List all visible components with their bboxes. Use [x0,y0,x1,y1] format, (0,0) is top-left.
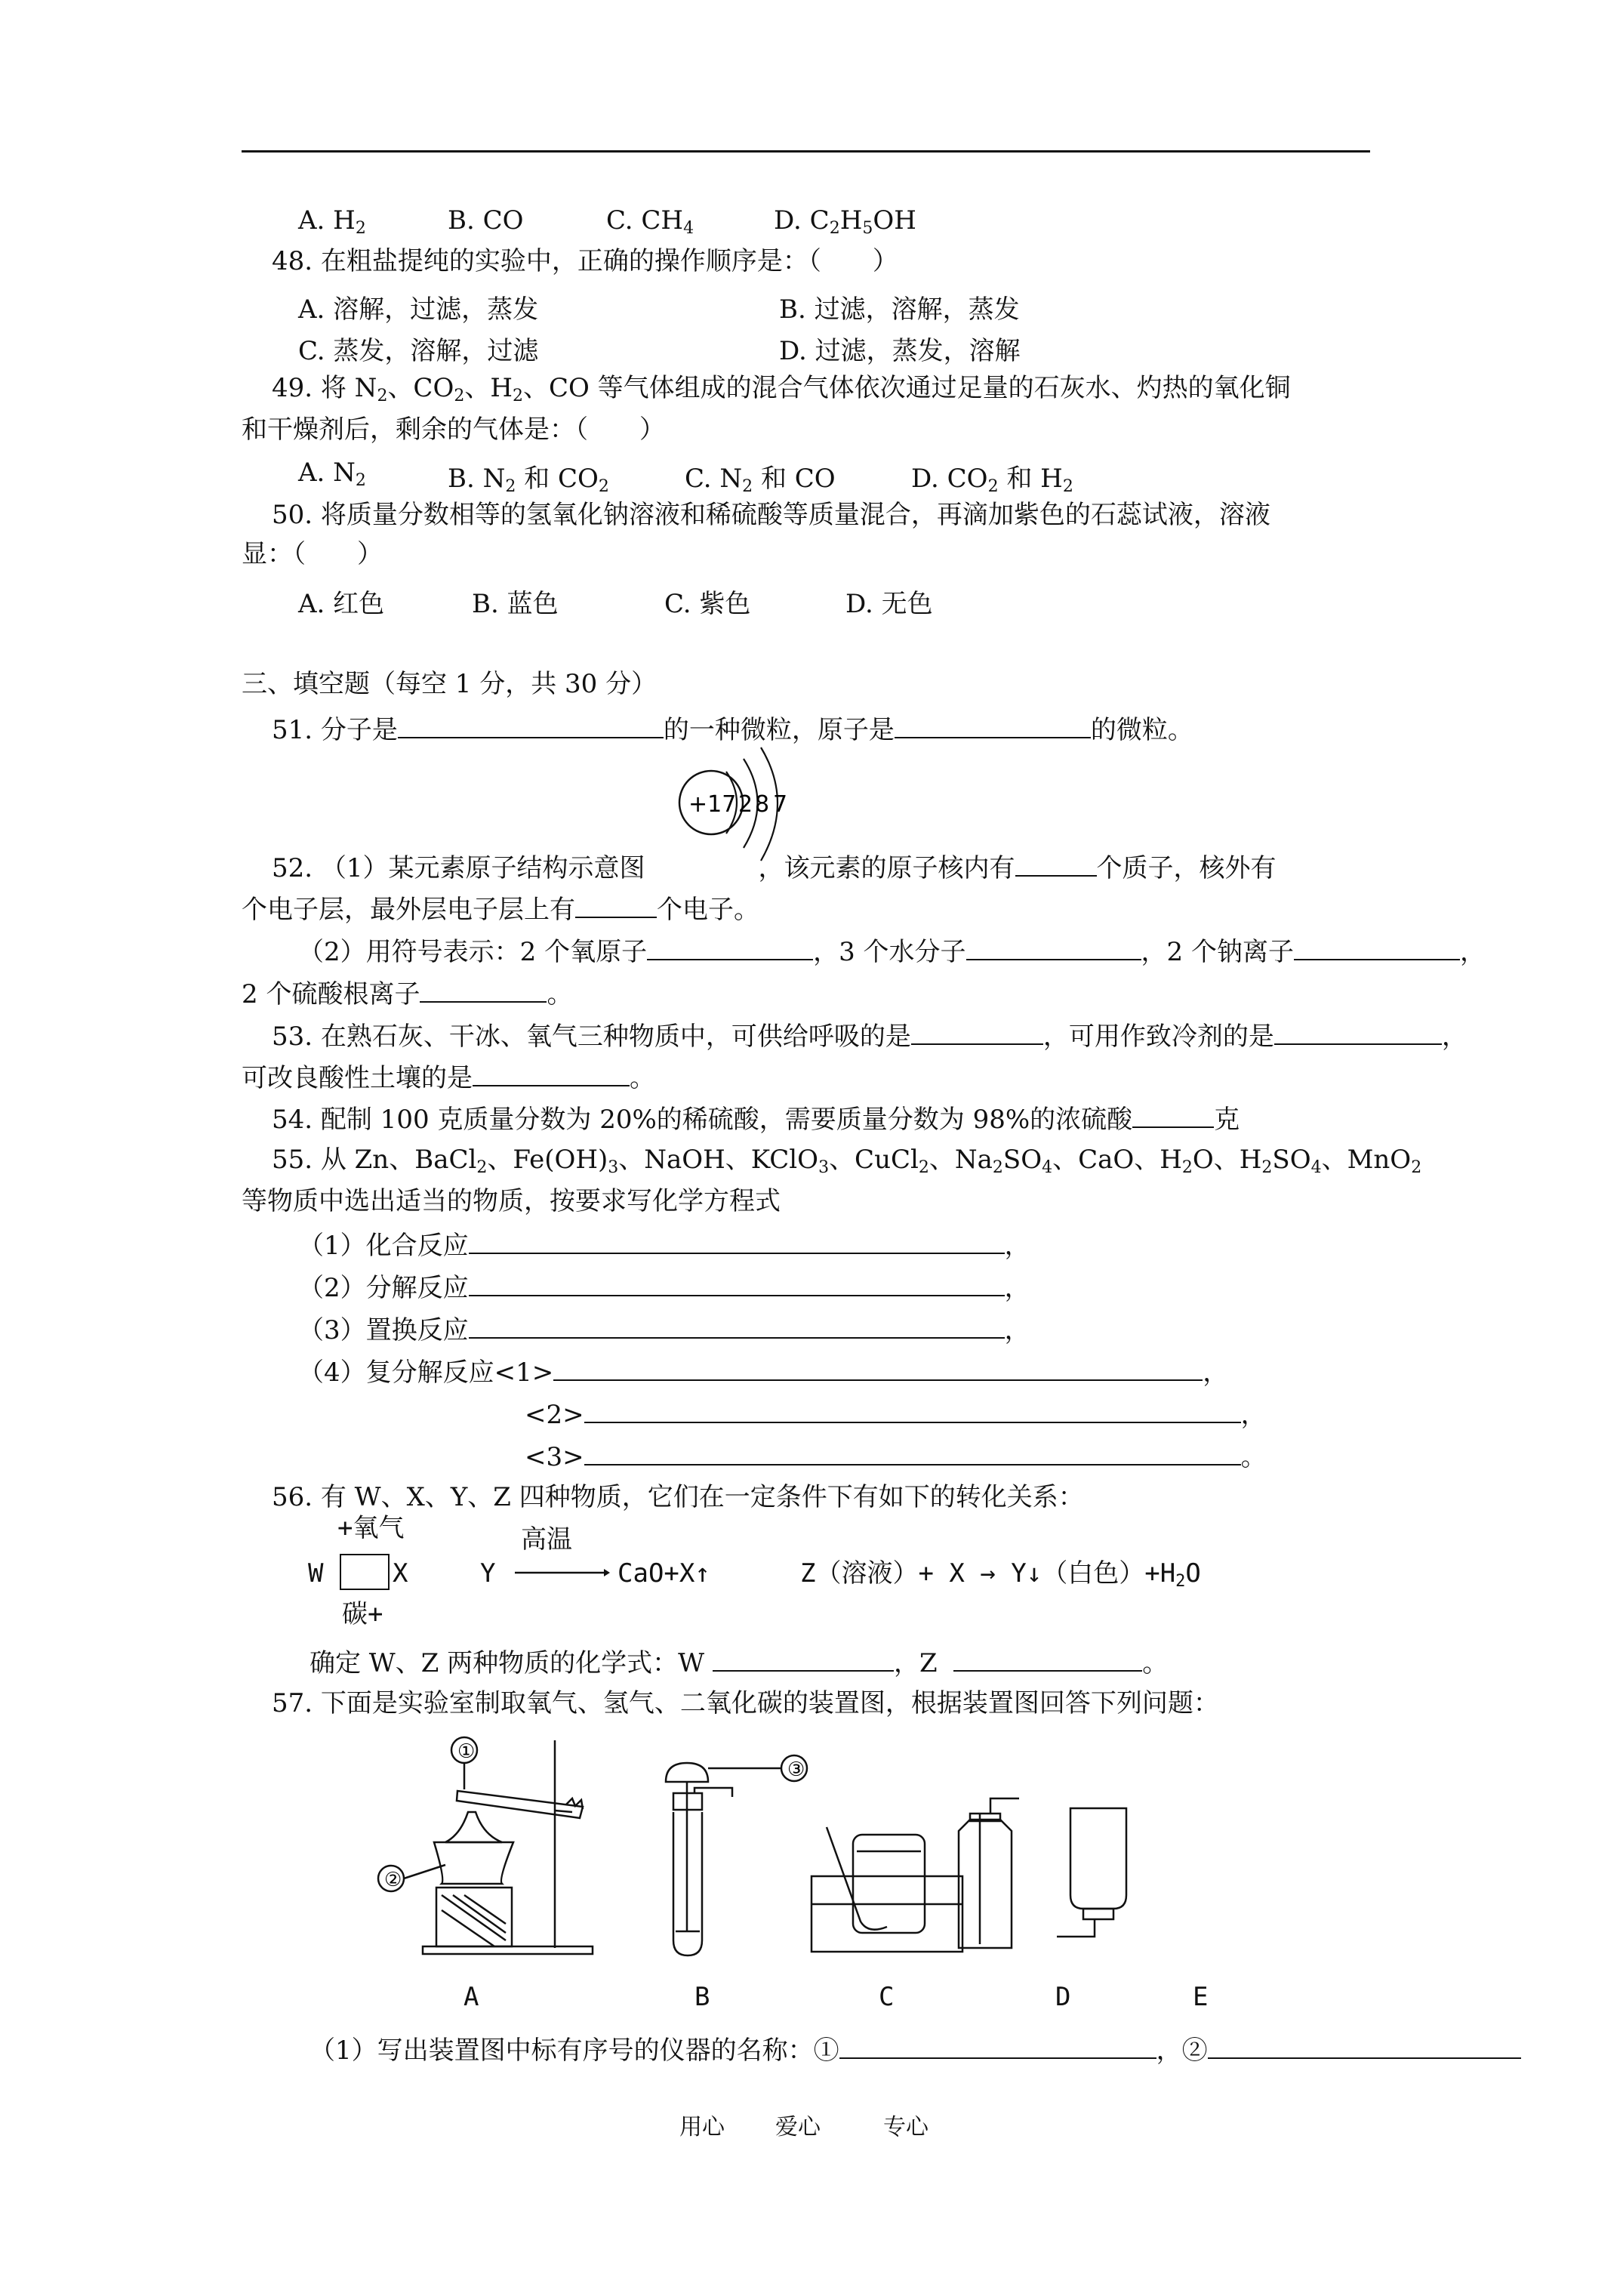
q56-blank-w[interactable] [713,1646,894,1672]
q48-option-b: B. 过滤，溶解，蒸发 [779,294,1020,325]
q54-blank[interactable] [1132,1102,1214,1128]
q52-blank-protons[interactable] [1015,851,1097,877]
apparatus-diagram [370,1729,1261,1978]
q56-blank-z[interactable] [953,1646,1142,1672]
label-e: E [1193,1982,1209,2012]
q52-part1-cont: 个电子层，最外层电子层上有 个电子。 [242,892,759,925]
q48-option-a: A. 溶解，过滤，蒸发 [298,294,539,325]
q55-combination: （1）化合反应 ， [298,1228,1030,1261]
mark-3: ③ [787,1758,805,1781]
q49-stem: 49. 将 $N_2$、$CO_2$、$H_2$、CO 等气体组成的混合气体依次通过足量的石灰水、灼热的氧化铜 [272,373,1291,405]
label-b: B [694,1982,710,2012]
q55-double-decomp-2: <2> ， [525,1398,1267,1430]
q49-option-d: D. $CO_2$ 和 $H_2$ [911,464,1073,496]
q55-decomposition: （2）分解反应 ， [298,1271,1030,1303]
q57-part1: （1）写出装置图中标有序号的仪器的名称：① ，② [310,2033,1521,2066]
q55-blank-3[interactable] [469,1313,1005,1339]
q56-stem: 56. 有 W、X、Y、Z 四种物质，它们在一定条件下有如下的转化关系： [272,1482,1084,1512]
q52-blank-oxygen-atoms[interactable] [647,935,813,960]
q53-blank-1[interactable] [911,1019,1043,1045]
q51-blank-1[interactable] [398,713,664,738]
q55-blank-4[interactable] [553,1355,1203,1381]
q56-y: Y [480,1558,496,1589]
q50-option-a: A. 红色 [298,589,385,619]
q52-part1: 52. （1）某元素原子结构示意图 ，该元素的原子核内有 个质子，核外有 [272,851,1277,883]
q56-high-temp: 高温 [521,1524,572,1555]
label-d: D [1055,1982,1071,2012]
q53-blank-2[interactable] [1274,1019,1442,1045]
q56-box [340,1554,390,1590]
apparatus-a [378,1737,593,1954]
q55-double-decomp-1: （4）复分解反应<1> ， [298,1355,1228,1388]
q50-option-c: C. 紫色 [664,589,751,619]
mark-1: ① [457,1740,476,1763]
q55-blank-1[interactable] [469,1228,1005,1254]
section-3-heading: 三、填空题（每空 1 分，共 30 分） [242,669,658,699]
q52-blank-sodium-ions[interactable] [1294,935,1460,960]
q55-stem-cont: 等物质中选出适当的物质，按要求写化学方程式 [242,1186,781,1216]
q53: 53. 在熟石灰、干冰、氧气三种物质中，可供给呼吸的是 ，可用作致冷剂的是 ， [272,1019,1467,1052]
q57-blank-2[interactable] [1208,2033,1521,2059]
q55-double-decomp-3: <3> 。 [525,1440,1267,1472]
q57-stem: 57. 下面是实验室制取氧气、氢气、二氧化碳的装置图，根据装置图回答下列问题： [272,1688,1219,1718]
q56-product-1: CaO+X↑ [617,1558,710,1589]
q52-blank-water-molecules[interactable] [966,935,1141,960]
q50-option-b: B. 蓝色 [472,589,559,619]
shell-3-electrons: 7 [773,791,788,818]
q55-blank-5[interactable] [584,1398,1241,1423]
q47-option-c: C. $CH_4$ [606,205,694,238]
q50-stem: 50. 将质量分数相等的氢氧化钠溶液和稀硫酸等质量混合，再滴加紫色的石蕊试液，溶液 [272,500,1270,530]
apparatus-e [1057,1808,1126,1937]
shell-1-electrons: 2 [738,791,753,818]
q47-option-b: B. CO [448,205,524,236]
q56-reaction-arrow [513,1567,611,1578]
q56-carbon-label: 碳+ [342,1599,383,1629]
q56-reaction-3: Z（溶液）+ X → Y↓（白色）$+H_2O$ [800,1558,1201,1591]
footer-3: 专心 [883,2114,929,2140]
label-a: A [463,1982,479,2012]
header-rule [242,150,1370,153]
q51-blank-2[interactable] [895,713,1091,738]
q56-oxygen-label: +氧气 [337,1513,405,1543]
footer-1: 用心 [679,2114,725,2140]
apparatus-d [959,1798,1019,1948]
q55-blank-6[interactable] [584,1440,1241,1465]
apparatus-b [666,1755,807,1955]
q52-blank-sulfate-ions[interactable] [420,977,547,1003]
footer-2: 爱心 [775,2114,821,2140]
q48-stem: 48. 在粗盐提纯的实验中，正确的操作顺序是：（ ） [272,246,898,276]
q56-x: X [393,1558,408,1589]
q56-ask: 确定 W、Z 两种物质的化学式：W ，Z 。 [310,1646,1168,1678]
mark-2: ② [384,1869,402,1891]
q53-blank-3[interactable] [473,1061,630,1086]
q47-option-d: D. $C_2H_5OH$ [774,205,916,238]
q55-replacement: （3）置换反应 ， [298,1313,1030,1345]
q52-part2-cont: 2 个硫酸根离子 。 [242,977,572,1009]
q52-part2: （2）用符号表示：2 个氧原子 ，3 个水分子 ，2 个钠离子 ， [298,935,1486,967]
label-c: C [879,1982,895,2012]
q49-option-a: A. $N_2$ [298,458,366,490]
shell-2-electrons: 8 [755,791,770,818]
q54: 54. 配制 100 克质量分数为 20%的稀硫酸，需要质量分数为 98%的浓硫酸 克 [272,1102,1240,1135]
q55-blank-2[interactable] [469,1271,1005,1296]
q49-stem-cont: 和干燥剂后，剩余的气体是：（ ） [242,415,665,445]
apparatus-c [812,1827,962,1952]
q55-stem: 55. 从 Zn、BaCl$_2$、$Fe(OH)_3$、NaOH、KClO$_3$、CuCl$_2$、$Na_2SO_4$、CaO、$H_2O$、$H_2SO_4$、MnO$_2$ [272,1145,1422,1177]
q48-option-c: C. 蒸发，溶解，过滤 [298,336,539,366]
nucleus-charge: +17 [688,791,737,818]
q53-cont: 可改良酸性土壤的是 。 [242,1061,655,1093]
q47-option-a: A. $H_2$ [298,205,366,238]
q48-option-d: D. 过滤，蒸发，溶解 [779,336,1021,366]
q50-stem-cont: 显：（ ） [242,539,383,569]
q57-blank-1[interactable] [839,2033,1156,2059]
q51: 51. 分子是 的一种微粒，原子是 的微粒。 [272,713,1193,745]
q56-w: W [308,1558,324,1589]
q52-blank-electrons[interactable] [575,892,657,918]
q50-option-d: D. 无色 [845,589,933,619]
q49-option-b: B. $N_2$ 和 $CO_2$ [448,464,609,496]
q49-option-c: C. $N_2$ 和 CO [685,464,836,496]
